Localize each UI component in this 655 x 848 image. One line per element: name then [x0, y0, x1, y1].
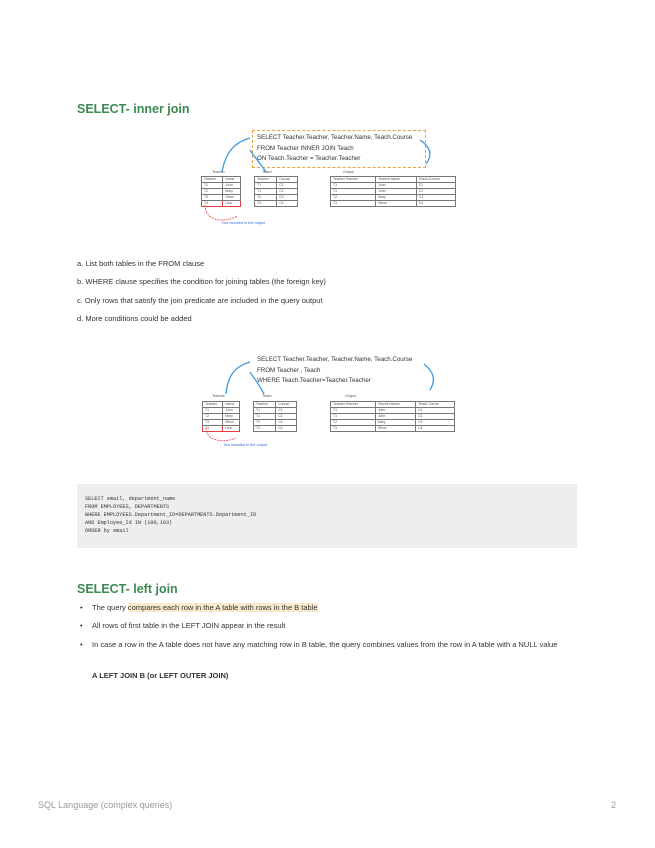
table-row [254, 426, 297, 432]
bullet-text: All rows of first table in the LEFT JOIN appear in the result [92, 621, 286, 630]
table-cell: C4 [276, 426, 297, 432]
sql-line: FROM Teacher INNER JOIN Teach [257, 144, 354, 152]
table-header-cell: Teacher [255, 177, 277, 183]
table-cell: C2 [416, 414, 455, 420]
table-header-cell: Teacher.Name [376, 177, 417, 183]
table-header-cell: Teacher.Name [375, 402, 415, 408]
arrow-to-teacher [226, 362, 250, 394]
table-caption: Teacher [212, 394, 225, 398]
table-cell: C1 [277, 183, 298, 189]
sql-line: WHERE Teach.Teacher=Teacher.Teacher [257, 377, 371, 384]
table-cell: T2 [203, 414, 223, 420]
table-header-cell: Name [223, 402, 240, 408]
table-cell: John [376, 189, 417, 195]
table-header-cell: Course [277, 177, 298, 183]
table-cell: T1 [203, 408, 223, 414]
list-item: c. Only rows that satisfy the join predicate are included in the query output [77, 296, 323, 305]
table-caption: Teach [262, 394, 272, 398]
teacher-table [201, 176, 241, 207]
bullet-text [92, 602, 572, 613]
sql-line: ON Teach.Teacher = Teacher.Teacher [257, 155, 361, 162]
table-cell: T2 [202, 189, 223, 195]
highlighted-text: compares each row in the A table with rows in the B table [127, 603, 318, 612]
table-header-cell: Course [276, 402, 297, 408]
table-cell: Steve [223, 195, 241, 201]
teach-table [253, 401, 297, 432]
section-title-inner-join: SELECT- inner join [77, 102, 190, 116]
table-cell: Mary [223, 189, 241, 195]
table-cell: Mary [223, 414, 240, 420]
table-cell: C3 [276, 420, 297, 426]
table-cell: C1 [276, 408, 297, 414]
sql-line: FROM Teacher , Teach [257, 366, 321, 374]
table-caption: Teach [262, 170, 272, 174]
table-cell: T2 [331, 195, 376, 201]
table-header-cell: Teach.Course [416, 177, 455, 183]
table-cell: Mary [375, 420, 415, 426]
table-cell: Steve [375, 426, 415, 432]
table-cell: John [375, 414, 415, 420]
arrow-to-teacher [222, 138, 250, 172]
table-cell: T3 [331, 426, 376, 432]
table-header-cell: Teacher [254, 402, 276, 408]
table-cell: C2 [416, 189, 455, 195]
table-cell: T1 [331, 189, 376, 195]
list-item: d. More conditions could be added [77, 314, 192, 323]
table-cell: T4 [203, 426, 223, 432]
table-cell: T3 [331, 201, 376, 207]
table-header-cell: Teacher.Teacher [331, 177, 376, 183]
table-cell: Mary [376, 195, 417, 201]
table-cell: C2 [276, 414, 297, 420]
table-cell: C1 [416, 183, 455, 189]
table-row [255, 201, 298, 207]
sql-line: SELECT Teacher.Teacher, Teacher.Name, Teach.Course [257, 356, 413, 363]
table-cell: T1 [255, 189, 277, 195]
page-number: 2 [611, 800, 617, 810]
table-cell: John [376, 183, 417, 189]
table-header-cell: Teacher [203, 402, 223, 408]
table-row [202, 201, 241, 207]
table-row [203, 426, 240, 432]
table-cell: C3 [277, 195, 298, 201]
bullet-icon: • [80, 640, 83, 649]
table-cell: C1 [416, 408, 455, 414]
table-cell: T3 [203, 420, 223, 426]
table-header-cell: Name [223, 177, 241, 183]
code-block [77, 484, 577, 548]
table-cell: T1 [254, 408, 276, 414]
table-cell: T3 [255, 201, 277, 207]
table-cell: T3 [254, 426, 276, 432]
red-callout [205, 205, 238, 220]
not-included-note: Not included in the output [224, 443, 268, 447]
table-cell: T1 [331, 414, 376, 420]
code-line: SELECT email, department_name [85, 496, 176, 502]
table-cell: C4 [277, 201, 298, 207]
output-table [330, 401, 455, 432]
table-header-row [331, 177, 456, 183]
table-cell: T1 [331, 183, 376, 189]
table-cell: C4 [416, 201, 455, 207]
table-caption: Output [343, 170, 354, 174]
table-cell: C3 [416, 195, 455, 201]
table-cell: John [375, 408, 415, 414]
table-cell: T2 [331, 420, 376, 426]
table-row [331, 426, 455, 432]
table-cell: T2 [255, 195, 277, 201]
sql-query-box [252, 352, 428, 390]
table-cell: Steve [376, 201, 417, 207]
table-cell: Steve [223, 420, 240, 426]
table-row [331, 201, 456, 207]
table-cell: C3 [416, 420, 455, 426]
code-line: WHERE EMPLOYEES.Department_ID=DEPARTMENTS.Department_ID [85, 512, 257, 518]
table-header-cell: Teach.Course [416, 402, 455, 408]
bullet-text-pre: The query [92, 603, 128, 612]
left-join-syntax: A LEFT JOIN B (or LEFT OUTER JOIN) [92, 671, 229, 680]
table-caption: Output [345, 394, 356, 398]
output-table [330, 176, 456, 207]
table-cell: Lisa [223, 426, 240, 432]
footer-title: SQL Language (complex queries) [38, 800, 173, 810]
bullet-icon: • [80, 621, 83, 630]
table-cell: T1 [254, 414, 276, 420]
code-line: ORDER by email [85, 528, 129, 534]
sql-query-box [252, 130, 426, 168]
table-cell: T3 [202, 195, 223, 201]
code-line: FROM EMPLOYEES, DEPARTMENTS [85, 504, 170, 510]
bullet-text: In case a row in the A table does not have any matching row in B table, the query combines values from the row in A table with a NULL value [92, 640, 558, 649]
table-cell: T1 [331, 408, 376, 414]
table-cell: C2 [277, 189, 298, 195]
teacher-table [202, 401, 240, 432]
code-line: AND Employee_Id IN (100,103) [85, 520, 173, 526]
teach-table [254, 176, 298, 207]
table-caption: Teacher [212, 170, 225, 174]
bullet-icon: • [80, 603, 83, 612]
table-cell: T4 [202, 201, 223, 207]
table-header-cell: Teacher [202, 177, 223, 183]
table-cell: T1 [255, 183, 277, 189]
table-cell: Lisa [223, 201, 241, 207]
table-cell: C4 [416, 426, 455, 432]
list-item: b. WHERE clause specifies the condition for joining tables (the foreign key) [77, 277, 326, 286]
table-cell: John [223, 408, 240, 414]
list-item: a. List both tables in the FROM clause [77, 259, 205, 268]
sql-line: SELECT Teacher.Teacher, Teacher.Name, Teach.Course [257, 134, 413, 141]
table-cell: T2 [254, 420, 276, 426]
table-cell: John [223, 183, 241, 189]
table-cell: T1 [202, 183, 223, 189]
table-header-cell: Teacher.Teacher [331, 402, 376, 408]
not-included-note: Not included in the output [222, 221, 266, 225]
section-title-left-join: SELECT- left join [77, 582, 178, 596]
table-header-row [331, 402, 455, 408]
